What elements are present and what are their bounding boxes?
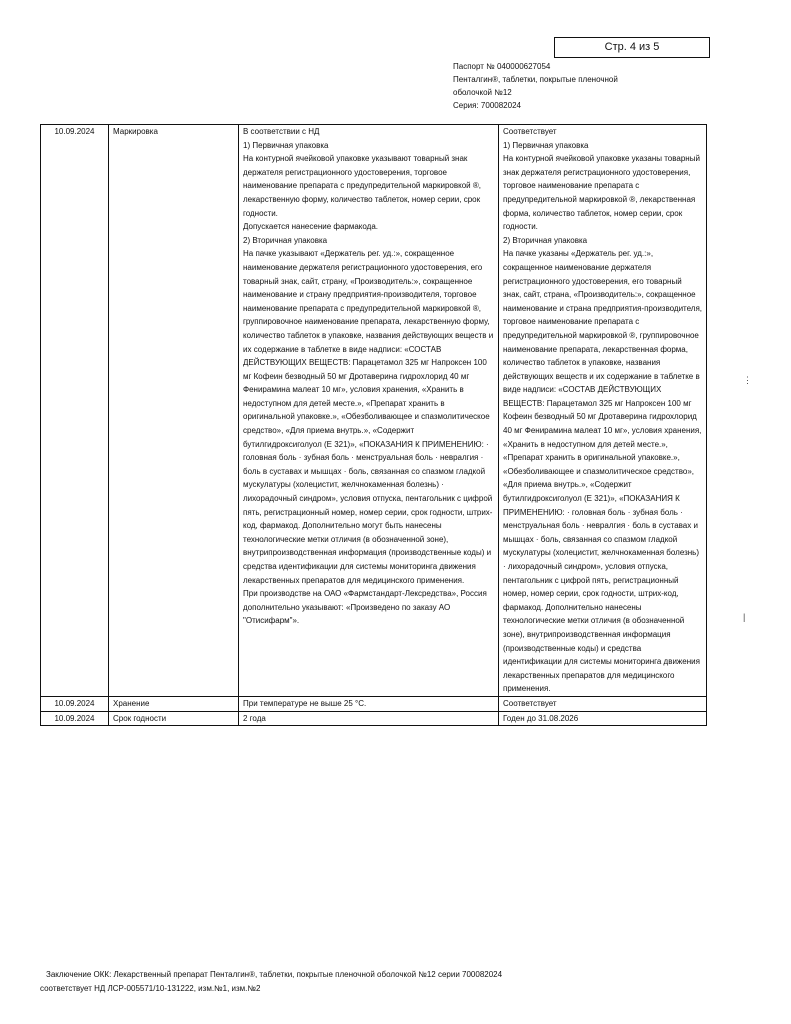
table-row: [41, 125, 707, 697]
requirement-cell: [239, 125, 499, 697]
result-text: На пачке указаны «Держатель рег. уд.:», сокращенное наименование держателя регистрационного удостоверения, его товарный знак, сайт, страна, «Производитель:», сокращенное наименование и страна предприятия-производителя, торговое наименование препарата с предупредительной маркировкой ®, группировочное наименование препарата, лекарственная форма, количество таблеток в упаковке, названия действующих веществ и их содержание в таблетке в виде надписи: «СОСТАВ ДЕЙСТВУЮЩИХ ВЕЩЕСТВ: Парацетамол 325 мг Напроксен 100 мг Кофеин безводный 50 мг Дротаверина гидрохлорид 40 мг Фенирамина малеат 10 мг», условия хранения, «Хранить в недоступном для детей месте.», «Препарат хранить в оригинальной упаковке.», «Обезболивающее и спазмолитическое средство», «Для приема внутрь.», «Содержит бутилгидроксиголуол (Е 321)», «ПОКАЗАНИЯ К ПРИМЕНЕНИЮ: · головная боль · зубная боль · менструальная боль · невралгия · боль в суставах и мышцах · боль, связанная со спазмом гладкой мускулатуры (холецистит, желчнокаменная болезнь) · лихорадочный синдром», условия отпуска, пентагольник с цифрой пять, регистрационный номер, номер серии, срок годности, штрих-код, фармакод. Дополнительно нанесены технологические метки отличия (в обозначенной зоне), внутрипроизводственная информация (производственные коды) и средства идентификации для системы мониторинга движения лекарственных препаратов для медицинского применения.: [503, 249, 703, 694]
table-row: [41, 711, 707, 726]
result-text: 1) Первичная упаковка: [503, 140, 589, 150]
conclusion: [40, 968, 740, 995]
requirement-cell: При температуре не выше 25 °С.: [239, 696, 499, 711]
date-cell: 10.09.2024: [41, 125, 109, 697]
scan-mark: ⋮: [743, 375, 752, 385]
table-row: [41, 696, 707, 711]
conclusion-line: соответствует НД ЛСР-005571/10-131222, изм.№1, изм.№2: [40, 983, 261, 993]
requirement-text: При производстве на ОАО «Фармстандарт-Лексредства», Россия дополнительно указывают: «Произведено по заказу АО "Отисифарм"».: [243, 589, 487, 626]
passport-line: Пенталгин®, таблетки, покрытые пленочной: [453, 75, 618, 84]
result-cell: Годен до 31.08.2026: [499, 711, 707, 726]
passport-line: Серия: 700082024: [453, 101, 521, 110]
requirement-text: Допускается нанесение фармакода.: [243, 222, 379, 232]
passport-line: оболочкой №12: [453, 88, 512, 97]
parameter-cell: Маркировка: [109, 125, 239, 697]
date-cell: 10.09.2024: [41, 711, 109, 726]
result-cell: Соответствует: [499, 696, 707, 711]
parameter-cell: Хранение: [109, 696, 239, 711]
result-text: Соответствует: [503, 127, 557, 136]
passport-line: Паспорт № 040000627054: [453, 62, 551, 71]
requirement-text: 1) Первичная упаковка: [243, 140, 329, 150]
result-text: 2) Вторичная упаковка: [503, 235, 588, 245]
requirement-cell: 2 года: [239, 711, 499, 726]
requirement-text: На пачке указывают «Держатель рег. уд.:», сокращенное наименование держателя регистрационного удостоверения, его товарный знак, сайт, страну, «Производитель:», сокращенное наименование и страну предприятия-производителя, торговое наименование препарата с предупредительной маркировкой ®, группировочное наименование препарата, лекарственную форму, количество таблеток в упаковке, названия действующих веществ и их содержание в таблетке в виде надписи: «СОСТАВ ДЕЙСТВУЮЩИХ ВЕЩЕСТВ: Парацетамол 325 мг Напроксен 100 мг Кофеин безводный 50 мг Дротаверина гидрохлорид 40 мг Фенирамина малеат 10 мг», условия хранения, «Хранить в недоступном для детей месте.», «Препарат хранить в оригинальной упаковке.», «Обезболивающее и спазмолитическое средство», «Для приема внутрь.», «Содержит бутилгидроксиголуол (Е 321)», «ПОКАЗАНИЯ К ПРИМЕНЕНИЮ: · головная боль · зубная боль · менструальная боль · невралгия · боль в суставах и мышцах · боль, связанная со спазмом гладкой мускулатуры (холецистит, желчнокаменная болезнь) · лихорадочный синдром», условия отпуска, пентагольник с цифрой пять, регистрационный номер, номер серии, срок годности, штрих-код, фармакод. Дополнительно могут быть нанесены технологические метки отличия (в обозначенной зоне), внутрипроизводственная информация (производственные коды) и средства идентификации для системы мониторинга движения лекарственных препаратов для медицинского применения.: [243, 249, 494, 585]
conclusion-line: Заключение ОКК: Лекарственный препарат Пенталгин®, таблетки, покрытые пленочной оболочкой №12 серии 700082024: [46, 970, 503, 979]
requirement-text: В соответствии с НД: [243, 127, 320, 136]
date-cell: 10.09.2024: [41, 696, 109, 711]
passport-header: [453, 60, 753, 112]
scan-mark: |: [743, 612, 746, 622]
parameter-cell: Срок годности: [109, 711, 239, 726]
result-text: На контурной ячейковой упаковке указаны товарный знак держателя регистрационного удостоверения, торговое наименование препарата с предупредительной маркировкой ®, лекарственная форма, количество таблеток, номер серии, срок годности.: [503, 154, 700, 232]
requirement-text: 2) Вторичная упаковка: [243, 235, 328, 245]
page-number-box: [554, 37, 710, 58]
quality-control-table: [40, 124, 707, 726]
requirement-text: На контурной ячейковой упаковке указывают товарный знак держателя регистрационного удостоверения, торговое наименование препарата с предупредительной маркировкой ®, лекарственную форму, количество таблеток, номер серии, срок годности.: [243, 154, 481, 218]
page-number: Стр. 4 из 5: [604, 41, 660, 53]
result-cell: [499, 125, 707, 697]
